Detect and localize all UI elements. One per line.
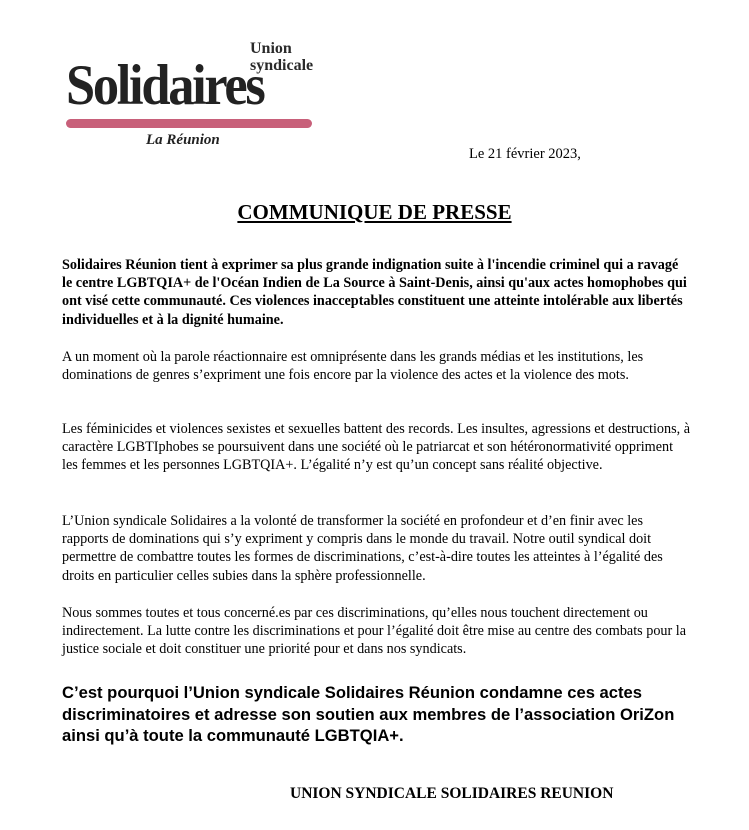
document-date: Le 21 février 2023, xyxy=(469,146,581,162)
logo-region: La Réunion xyxy=(146,132,220,148)
closing-statement: C’est pourquoi l’Union syndicale Solidaires Réunion condamne ces actes discriminatoires et adresse son soutien aux membres de l’association OriZon ainsi qu’à toute la communauté LGBTQIA+. xyxy=(62,683,675,745)
paragraph-5: Nous sommes toutes et tous concerné.es par ces discriminations, qu’elles nous touchent directement ou indirectement. La lutte contre les discriminations et pour l’égalité doit être mise au centre des combats pour la justice sociale et doit constituer une priorité pour et dans nos syndicats. xyxy=(62,605,687,658)
paragraph-3: Les féminicides et violences sexistes et sexuelles battent des records. Les insultes, agressions et destructions, à caractère LGBTIphobes se poursuivent dans une société où le patriarcat et son hétéronormativité oppriment les femmes et les personnes LGBTQIA+. L’égalité n’y est qu’un concept sans réalité objective. xyxy=(62,421,691,474)
logo-brush-stroke xyxy=(66,119,312,128)
document-title: COMMUNIQUE DE PRESSE xyxy=(237,200,512,224)
signature: UNION SYNDICALE SOLIDAIRES REUNION xyxy=(290,785,614,802)
logo-brand: Solidaires xyxy=(66,54,264,117)
paragraph-1: Solidaires Réunion tient à exprimer sa plus grande indignation suite à l'incendie criminel qui a ravagé le centre LGBTQIA+ de l'Océan Indien de La Source à Saint-Denis, ainsi qu'aux actes homophobes qui ont visé cette communauté. Ces violences inacceptables constituent une atteinte intolérable aux libertés individuelles et à la dignité humaine. xyxy=(62,257,687,328)
paragraph-4: L’Union syndicale Solidaires a la volonté de transformer la société en profondeur et d’en finir avec les rapports de dominations qui s’y expriment y compris dans le monde du travail. Notre outil syndical doit permettre de combattre toutes les formes de discriminations, c’est-à-dire toutes les atteintes à l’égalité des droits en particulier celles subies dans la sphère professionnelle. xyxy=(62,513,663,584)
solidaires-logo xyxy=(62,40,324,160)
paragraph-2: A un moment où la parole réactionnaire est omniprésente dans les grands médias et les institutions, les dominations de genres s’expriment une fois encore par la violence des actes et la violence des mots. xyxy=(62,349,644,384)
logo-syndicale-text: syndicale xyxy=(250,57,314,74)
logo-union-text: Union xyxy=(250,40,292,57)
